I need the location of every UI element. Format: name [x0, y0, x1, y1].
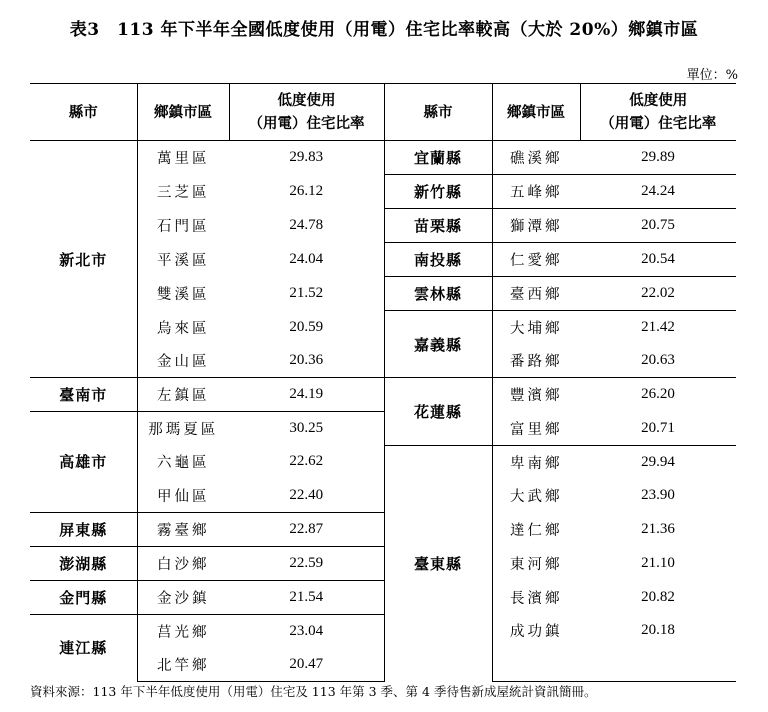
county-cell: 屏東縣 — [30, 512, 137, 546]
township-cell: 六龜區 — [137, 445, 229, 479]
county-cell: 嘉義縣 — [384, 311, 492, 378]
county-cell: 臺南市 — [30, 378, 137, 412]
township-cell: 雙溪區 — [137, 277, 229, 311]
header-county-right: 縣市 — [384, 84, 492, 141]
value-cell: 20.54 — [580, 243, 736, 277]
value-cell: 23.04 — [229, 614, 384, 648]
township-cell: 金山區 — [137, 344, 229, 378]
table-row — [30, 546, 736, 580]
county-cell: 新竹縣 — [384, 175, 492, 209]
township-cell: 東河鄉 — [492, 546, 580, 580]
value-cell: 20.59 — [289, 318, 324, 335]
value-cell: 22.59 — [229, 546, 384, 580]
county-cell: 南投縣 — [384, 243, 492, 277]
value-cell: 26.12 — [289, 183, 324, 199]
township-cell: 白沙鄉 — [137, 546, 229, 580]
value-cell: 26.20 — [580, 378, 736, 412]
header-ratio: 低度使用 （用電）住宅比率 — [229, 84, 384, 141]
county-cell: 澎湖縣 — [30, 546, 137, 580]
township-cell: 那瑪夏區 — [137, 412, 229, 446]
township-cell: 獅潭鄉 — [492, 209, 580, 243]
township-cell: 北竿鄉 — [137, 648, 229, 682]
value-cell: 20.36 — [289, 352, 324, 368]
township-cell: 烏來區 — [137, 311, 229, 345]
township-cell: 大武鄉 — [492, 479, 580, 513]
township-cell: 萬里區 — [137, 141, 229, 175]
township-cell: 平溪區 — [137, 243, 229, 277]
value-cell: 20.18 — [641, 622, 675, 639]
county-cell: 臺東縣 — [384, 445, 492, 681]
township-cell: 成功鎮 — [492, 614, 580, 648]
value-cell: 30.25 — [229, 412, 384, 446]
township-cell: 卑南鄉 — [492, 445, 580, 479]
township-cell: 金沙鎮 — [137, 580, 229, 614]
value-cell: 20.63 — [641, 352, 675, 368]
data-table — [30, 83, 736, 682]
value-cell: 29.83 — [289, 149, 324, 166]
county-cell: 金門縣 — [30, 580, 137, 614]
township-cell: 大埔鄉 — [492, 311, 580, 345]
value-cell: 21.10 — [641, 554, 675, 571]
value-cell: 21.36 — [641, 520, 675, 537]
value-cell: 24.19 — [229, 378, 384, 412]
township-cell: 三芝區 — [137, 175, 229, 209]
township-cell: 左鎮區 — [137, 378, 229, 412]
header-county: 縣市 — [68, 103, 98, 121]
data-table-wrapper — [30, 83, 736, 682]
value-cell: 20.75 — [580, 209, 736, 243]
value-cell: 22.02 — [580, 277, 736, 311]
township-cell: 達仁鄉 — [492, 512, 580, 546]
table-row — [30, 580, 736, 614]
table-row — [30, 614, 736, 648]
township-cell: 莒光鄉 — [137, 614, 229, 648]
county-cell: 新北市 — [59, 250, 108, 269]
county-cell: 高雄市 — [30, 412, 137, 513]
value-cell: 24.24 — [580, 175, 736, 209]
county-cell: 苗栗縣 — [384, 209, 492, 243]
value-cell: 22.40 — [289, 486, 324, 503]
township-cell-empty — [492, 648, 580, 682]
township-cell: 豐濱鄉 — [492, 378, 580, 412]
value-cell: 21.42 — [580, 311, 736, 345]
table-row — [30, 512, 736, 546]
header-ratio-right: 低度使用 （用電）住宅比率 — [580, 84, 736, 141]
township-cell: 番路鄉 — [492, 344, 580, 378]
township-cell: 五峰鄉 — [492, 175, 580, 209]
value-cell: 20.71 — [641, 419, 675, 436]
table-row — [30, 378, 736, 412]
township-cell: 霧臺鄉 — [137, 512, 229, 546]
township-cell: 石門區 — [137, 209, 229, 243]
county-cell: 花蓮縣 — [384, 378, 492, 446]
value-cell: 29.94 — [580, 445, 736, 479]
county-cell: 宜蘭縣 — [384, 141, 492, 175]
value-cell: 24.78 — [289, 217, 324, 233]
header-row — [30, 84, 736, 141]
township-cell: 富里鄉 — [492, 412, 580, 446]
source-note: 資料來源：113 年下半年低度使用（用電）住宅及 113 年第 3 季、第 4 季待售新成屋統計資訊簡冊。 — [30, 684, 597, 699]
value-cell: 22.62 — [289, 453, 324, 470]
county-cell: 雲林縣 — [384, 277, 492, 311]
unit-label: 單位：% — [686, 68, 738, 83]
table-row — [30, 412, 736, 446]
township-cell: 甲仙區 — [137, 479, 229, 513]
value-cell: 22.87 — [229, 512, 384, 546]
header-township-right: 鄉鎮市區 — [492, 84, 580, 141]
county-cell: 連江縣 — [30, 614, 137, 681]
value-cell: 21.54 — [229, 580, 384, 614]
township-cell: 長濱鄉 — [492, 580, 580, 614]
header-township: 鄉鎮市區 — [137, 84, 229, 141]
value-cell: 20.82 — [641, 588, 675, 605]
value-cell: 24.04 — [289, 251, 324, 267]
value-cell-empty — [580, 648, 736, 682]
township-cell: 臺西鄉 — [492, 277, 580, 311]
value-cell: 21.52 — [289, 285, 324, 301]
table-title: 表3 113 年下半年全國低度使用（用電）住宅比率較高（大於 20%）鄉鎮市區 — [69, 20, 699, 40]
value-cell: 20.47 — [229, 648, 384, 682]
value-cell: 29.89 — [641, 149, 675, 165]
township-cell: 仁愛鄉 — [492, 243, 580, 277]
table-row — [30, 141, 736, 175]
township-cell: 礁溪鄉 — [492, 141, 580, 175]
value-cell: 23.90 — [641, 486, 675, 503]
